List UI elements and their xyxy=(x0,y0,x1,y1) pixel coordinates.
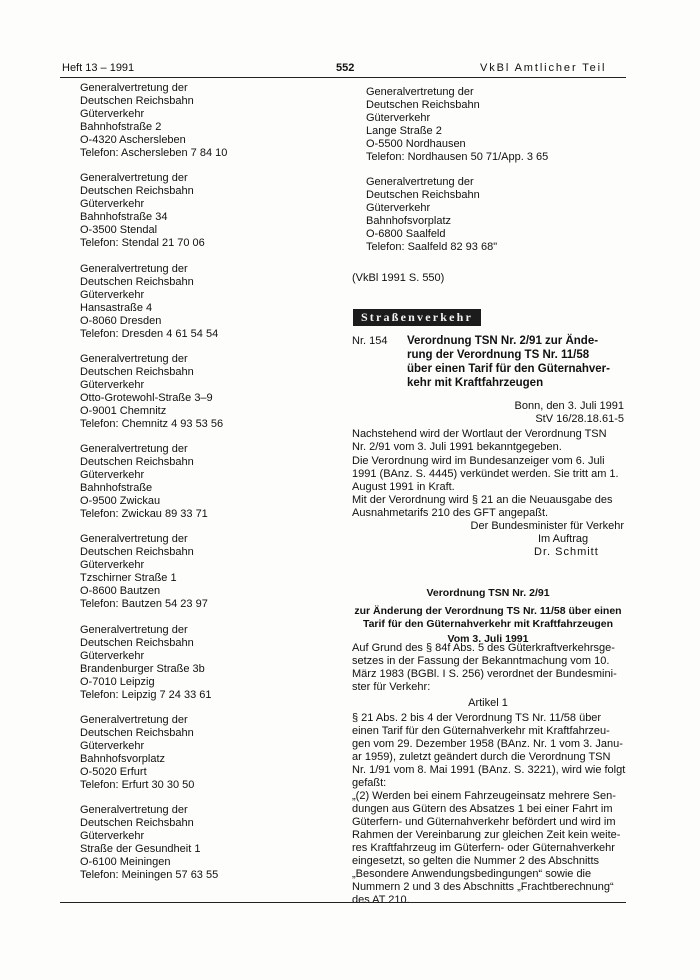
regulation-title xyxy=(407,334,623,390)
section-heading: Straßenverkehr xyxy=(353,309,481,326)
address-block xyxy=(80,443,320,521)
issue-number: Heft 13 – 1991 xyxy=(62,62,135,74)
title-line: Verordnung TSN Nr. 2/91 zur Ände- xyxy=(407,335,599,347)
address-line: Generalvertretung der xyxy=(80,533,188,546)
address-street: Tzschirner Straße 1 xyxy=(80,572,177,585)
address-block xyxy=(80,172,320,250)
address-block xyxy=(366,176,618,254)
address-line: Güterverkehr xyxy=(80,288,145,301)
title-line: über einen Tarif für den Güternahver- xyxy=(407,363,610,375)
address-phone: Telefon: Stendal 21 70 06 xyxy=(80,237,205,250)
header-rule xyxy=(60,77,626,78)
address-line: Deutschen Reichsbahn xyxy=(80,275,194,288)
address-line: Deutschen Reichsbahn xyxy=(80,817,194,830)
paragraph xyxy=(352,455,624,494)
address-city: O-9500 Zwickau xyxy=(80,495,161,508)
address-phone: Telefon: Saalfeld 82 93 68" xyxy=(366,241,498,253)
text-line: Nr. 2/91 vom 3. Juli 1991 bekanntgegeben. xyxy=(352,441,562,453)
address-line: Deutschen Reichsbahn xyxy=(80,636,194,649)
address-line: Generalvertretung der xyxy=(80,443,188,456)
text-line: Ausnahmetarifs 210 des GFT angepaßt. xyxy=(352,507,549,519)
dateline xyxy=(352,400,624,426)
text-line: ster für Verkehr: xyxy=(352,681,431,693)
paragraph xyxy=(352,712,624,790)
text-line: des AT 210. xyxy=(352,894,410,906)
address-line: Generalvertretung der xyxy=(80,262,188,275)
address-line: Generalvertretung der xyxy=(366,176,474,188)
address-line: Generalvertretung der xyxy=(80,172,188,185)
address-phone: Telefon: Chemnitz 4 93 53 56 xyxy=(80,417,224,430)
address-line: Güterverkehr xyxy=(80,378,145,391)
source-reference: (VkBl 1991 S. 550) xyxy=(352,272,445,284)
text-line: einen Tarif für den Güternahverkehr mit Kraftfahrzeu- xyxy=(352,725,610,737)
address-line: Güterverkehr xyxy=(80,559,145,572)
address-block xyxy=(80,624,320,702)
text-line: Auf Grund des § 84f Abs. 5 des Güterkraftverkehrsge- xyxy=(352,642,615,654)
address-phone: Telefon: Aschersleben 7 84 10 xyxy=(80,147,228,159)
signatory-by-order: Im Auftrag xyxy=(538,533,589,545)
address-line: Güterverkehr xyxy=(80,108,145,120)
address-line: Generalvertretung der xyxy=(80,82,188,94)
address-street: Bahnhofstraße xyxy=(80,482,153,495)
address-city: O-8600 Bautzen xyxy=(80,585,161,598)
heading-line: Tarif für den Güternahverkehr mit Kraftfahrzeugen xyxy=(362,618,614,630)
address-line: Deutschen Reichsbahn xyxy=(80,95,194,107)
address-line: Deutschen Reichsbahn xyxy=(80,727,194,740)
address-line: Güterverkehr xyxy=(80,649,145,662)
regulation-heading xyxy=(352,587,624,646)
text-line: eingesetzt, so gelten die Nummer 2 des Abschnitts xyxy=(352,855,600,867)
text-line: Nachstehend wird der Wortlaut der Verordnung TSN xyxy=(352,428,607,440)
text-line: ar 1959), zuletzt geändert durch die Verordnung TSN xyxy=(352,751,611,763)
address-line: Generalvertretung der xyxy=(80,352,188,365)
address-block xyxy=(80,263,320,341)
address-phone: Telefon: Nordhausen 50 71/App. 3 65 xyxy=(366,151,549,163)
text-line: Güterfern- und Güternahverkehr befördert und wird im xyxy=(352,816,616,828)
address-line: Deutschen Reichsbahn xyxy=(80,546,194,559)
address-street: Straße der Gesundheit 1 xyxy=(80,843,201,856)
address-block xyxy=(366,86,618,164)
signatory-office: Der Bundesminister für Verkehr xyxy=(470,520,624,532)
paragraph xyxy=(352,494,624,520)
address-line: Deutschen Reichsbahn xyxy=(366,189,480,201)
address-line: Generalvertretung der xyxy=(80,623,188,636)
address-city: O-6100 Meiningen xyxy=(80,856,171,869)
text-line: dungen aus Gütern des Absatzes 1 bei einer Fahrt im xyxy=(352,803,613,815)
text-line: Rahmen der Vereinbarung zur gleichen Zeit kein weite- xyxy=(352,829,621,841)
heading-line: Vom 3. Juli 1991 xyxy=(447,633,529,645)
address-line: Güterverkehr xyxy=(80,740,145,753)
address-street: Brandenburger Straße 3b xyxy=(80,662,205,675)
right-column-addresses xyxy=(366,86,618,266)
title-line: kehr mit Kraftfahrzeugen xyxy=(407,377,544,389)
address-line: Deutschen Reichsbahn xyxy=(80,456,194,469)
address-block xyxy=(80,804,320,882)
address-block xyxy=(80,714,320,792)
paragraph xyxy=(352,790,624,907)
heading-line: Verordnung TSN Nr. 2/91 xyxy=(426,587,550,599)
address-line: Deutschen Reichsbahn xyxy=(80,185,194,198)
address-line: Güterverkehr xyxy=(366,202,431,214)
address-city: O-4320 Aschersleben xyxy=(80,134,186,146)
regulation-number: Nr. 154 xyxy=(352,335,388,347)
address-line: Güterverkehr xyxy=(366,112,431,124)
address-phone: Telefon: Zwickau 89 33 71 xyxy=(80,508,208,521)
address-line: Deutschen Reichsbahn xyxy=(366,99,480,111)
file-reference: StV 16/28.18.61-5 xyxy=(535,413,624,425)
address-street: Bahnhofstraße 34 xyxy=(80,211,168,224)
address-phone: Telefon: Leipzig 7 24 33 61 xyxy=(80,688,212,701)
text-line: setzes in der Fassung der Bekanntmachung vom 10. xyxy=(352,655,610,667)
text-line: August 1991 in Kraft. xyxy=(352,481,455,493)
address-block xyxy=(80,82,320,160)
signature-block xyxy=(352,520,624,559)
heading-line: zur Änderung der Verordnung TS Nr. 11/58 über einen xyxy=(354,605,622,617)
text-line: Nummern 2 und 3 des Abschnitts „Frachtberechnung“ xyxy=(352,881,614,893)
text-line: „Besondere Anwendungsbedingungen“ sowie die xyxy=(352,868,592,880)
address-city: O-7010 Leipzig xyxy=(80,675,155,688)
paragraph xyxy=(352,642,624,694)
address-line: Generalvertretung der xyxy=(80,714,188,727)
address-street: Hansastraße 4 xyxy=(80,301,153,314)
signatory-name: Dr. Schmitt xyxy=(534,546,599,558)
address-line: Generalvertretung der xyxy=(80,804,188,817)
address-line: Güterverkehr xyxy=(80,469,145,482)
address-street: Otto-Grotewohl-Straße 3–9 xyxy=(80,391,213,404)
address-line: Deutschen Reichsbahn xyxy=(80,365,194,378)
page-number: 552 xyxy=(336,62,355,74)
text-line: gen vom 29. Dezember 1958 (BAnz. Nr. 1 vom 3. Janu- xyxy=(352,738,623,750)
address-city: O-5500 Nordhausen xyxy=(366,138,466,150)
address-city: O-3500 Stendal xyxy=(80,224,158,237)
address-block xyxy=(80,533,320,611)
address-city: O-8060 Dresden xyxy=(80,314,162,327)
address-phone: Telefon: Erfurt 30 30 50 xyxy=(80,779,195,792)
footer-rule xyxy=(60,902,626,903)
text-line: „(2) Werden bei einem Fahrzeugeinsatz mehrere Sen- xyxy=(352,790,616,802)
text-line: Mit der Verordnung wird § 21 an die Neuausgabe des xyxy=(352,494,613,506)
text-line: gefaßt: xyxy=(352,777,387,789)
address-block xyxy=(80,353,320,431)
address-phone: Telefon: Bautzen 54 23 97 xyxy=(80,598,208,611)
address-city: O-5020 Erfurt xyxy=(80,766,147,779)
text-line: Die Verordnung wird im Bundesanzeiger vom 6. Juli xyxy=(352,455,605,467)
address-line: Güterverkehr xyxy=(80,830,145,843)
address-street: Lange Straße 2 xyxy=(366,125,442,137)
address-phone: Telefon: Meiningen 57 63 55 xyxy=(80,869,219,882)
publication-title: VkBl Amtlicher Teil xyxy=(480,62,607,74)
address-street: Bahnhofsvorplatz xyxy=(366,215,451,227)
address-line: Generalvertretung der xyxy=(366,86,474,98)
text-line: Nr. 1/91 vom 8. Mai 1991 (BAnz. S. 3221), wird wie folgt xyxy=(352,764,626,776)
text-line: 1991 (BAnz. S. 4445) verkündet werden. Sie tritt am 1. xyxy=(352,468,619,480)
date: Bonn, den 3. Juli 1991 xyxy=(514,400,624,412)
text-line: § 21 Abs. 2 bis 4 der Verordnung TS Nr. 11/58 über xyxy=(352,712,602,724)
address-city: O-9001 Chemnitz xyxy=(80,404,167,417)
left-column xyxy=(80,82,320,895)
paragraph xyxy=(352,428,624,454)
text-line: März 1983 (BGBl. I S. 256) verordnet der Bundesmini- xyxy=(352,668,617,680)
address-city: O-6800 Saalfeld xyxy=(366,228,446,240)
text-line: res Kraftfahrzeug im Güterfern- oder Güternahverkehr xyxy=(352,842,615,854)
address-phone: Telefon: Dresden 4 61 54 54 xyxy=(80,327,219,340)
address-line: Güterverkehr xyxy=(80,198,145,211)
address-street: Bahnhofsvorplatz xyxy=(80,753,165,766)
title-line: rung der Verordnung TS Nr. 11/58 xyxy=(407,349,590,361)
article-heading: Artikel 1 xyxy=(468,697,508,709)
address-street: Bahnhofstraße 2 xyxy=(80,121,162,133)
